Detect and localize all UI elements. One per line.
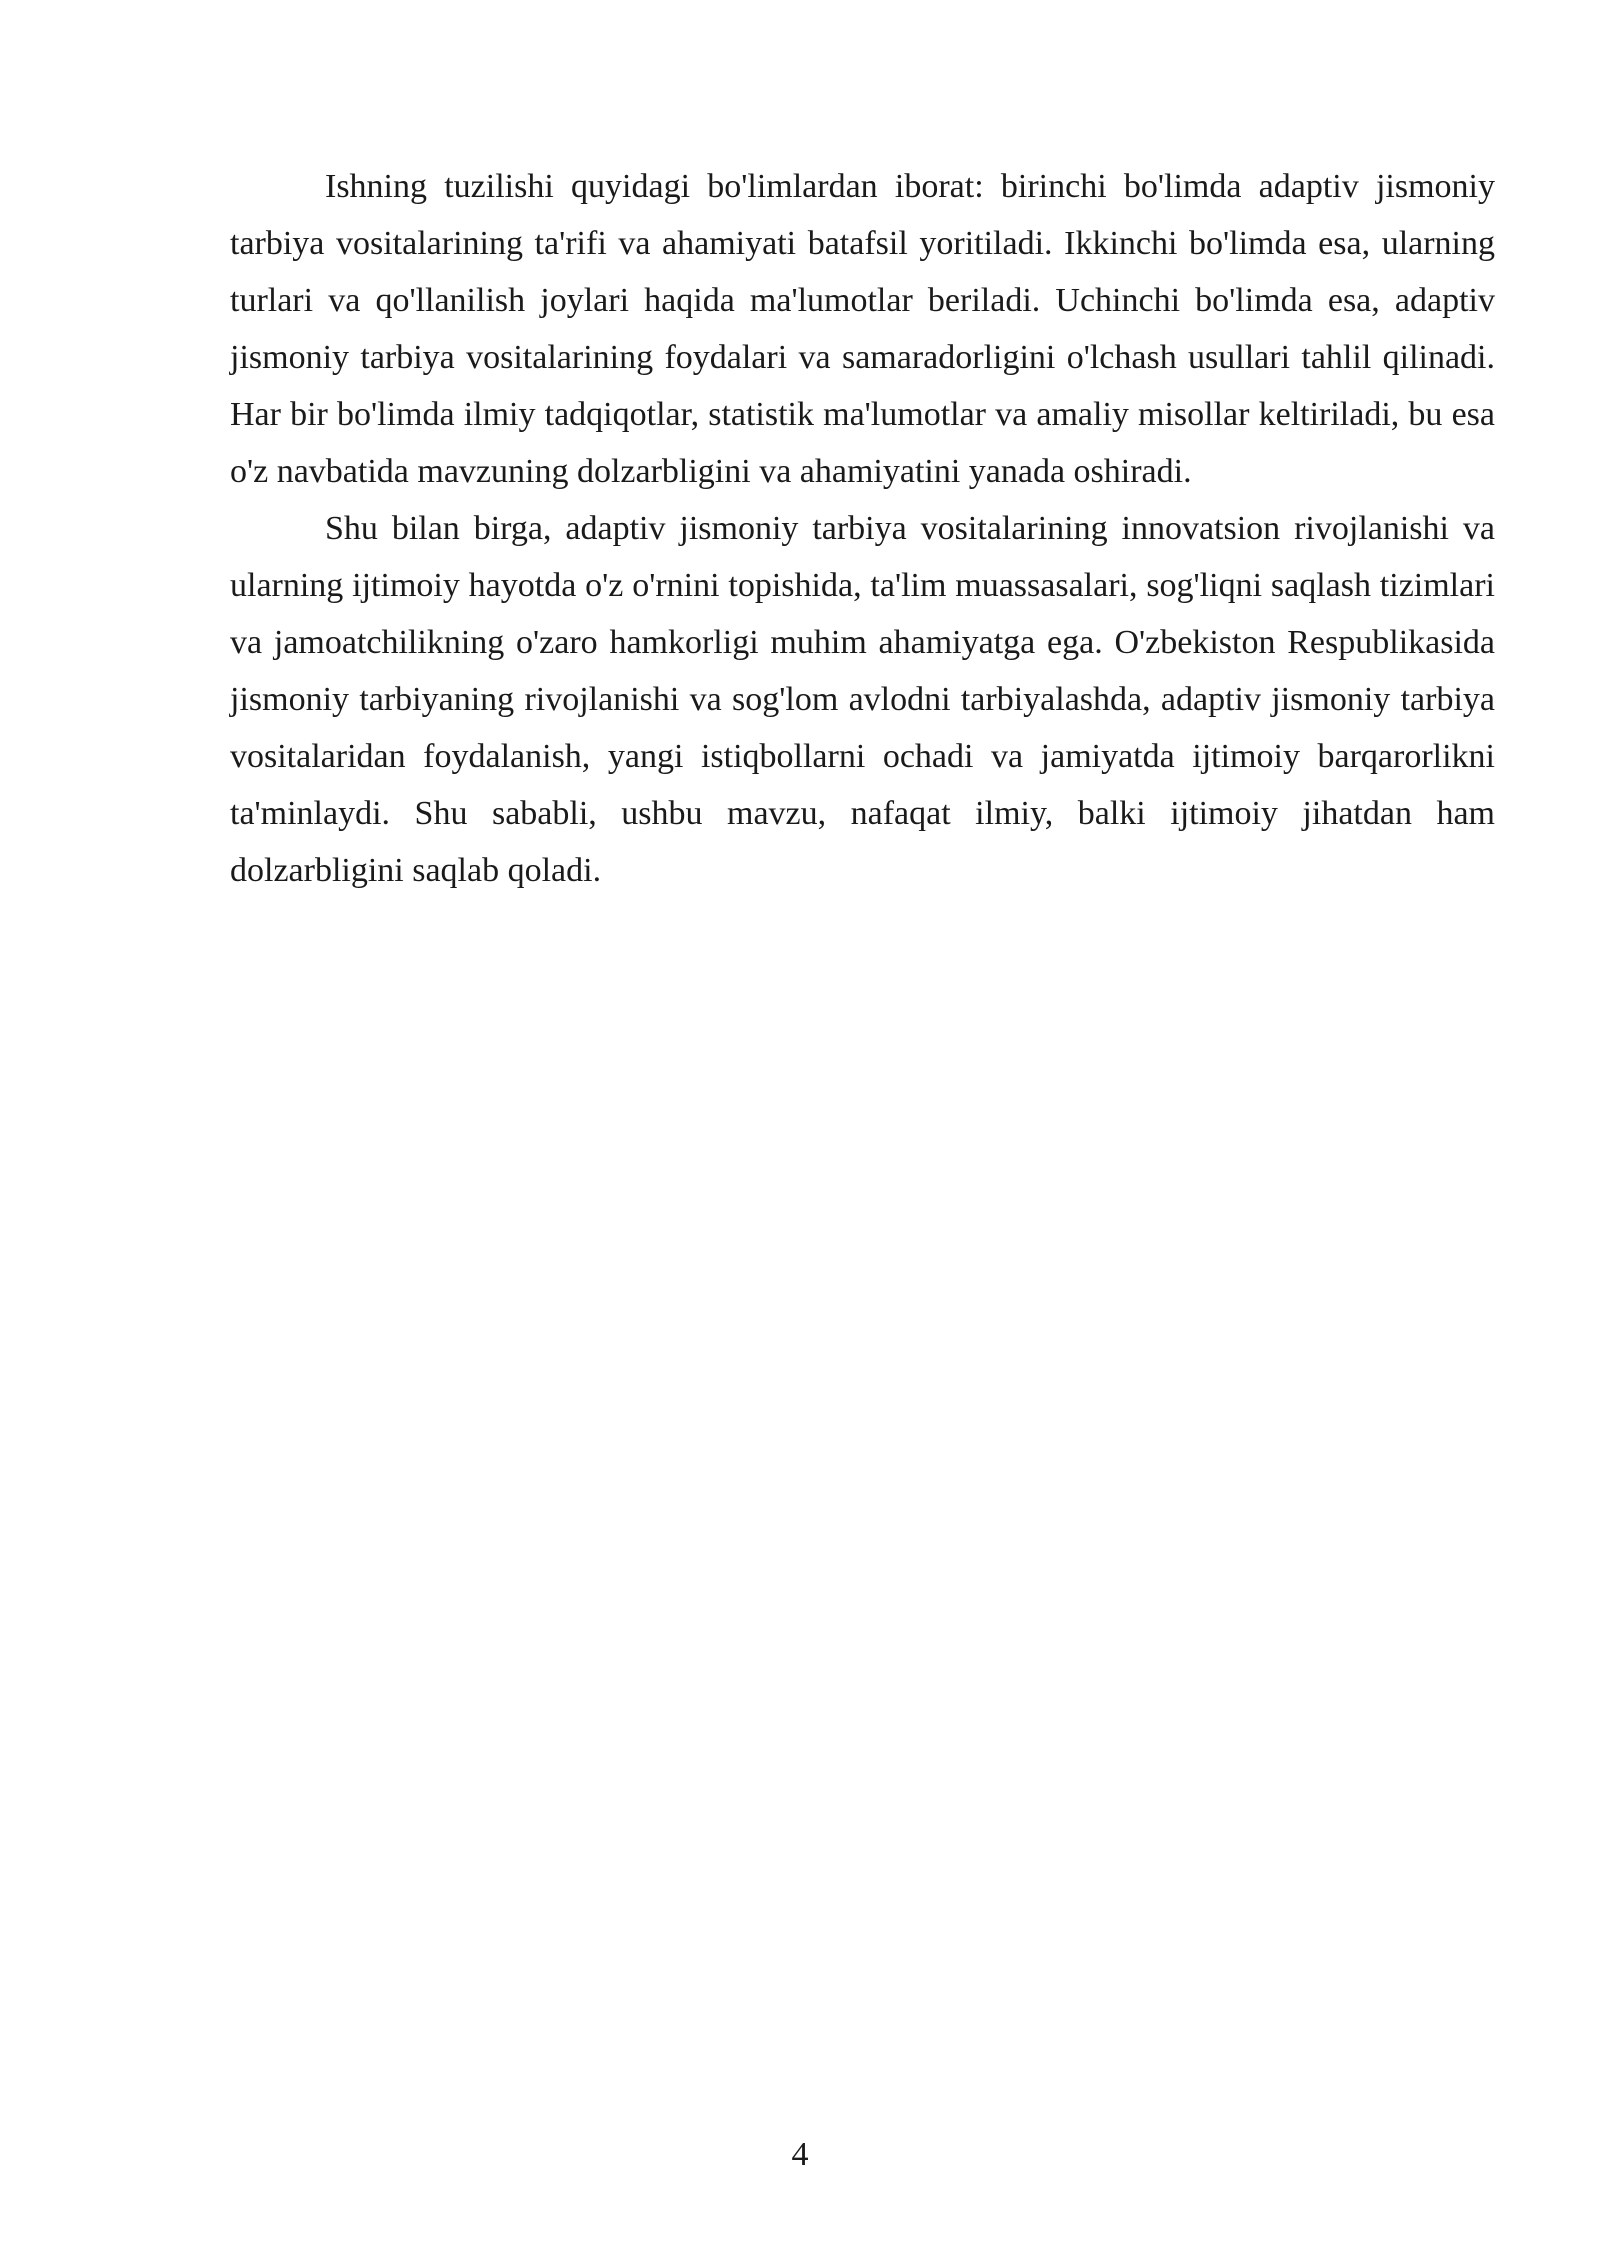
paragraph-cooperation: Shu bilan birga, adaptiv jismoniy tarbiya vositalarining innovatsion rivojlanishi va ularning ijtimoiy hayotda o'z o'rnini topishida, ta'lim muassasalari, sog'liqni saqlash tizimlari va jamoatchilikning o'zaro hamkorligi muhim ahamiyatga ega. O'zbekiston Respublikasida jismoniy tarbiyaning rivojlanishi va sog'lom avlodni tarbiyalashda, adaptiv jismoniy tarbiya vositalaridan foydalanish, yangi istiqbollarni ochadi va jamiyatda ijtimoiy barqarorlikni ta'minlaydi. Shu sababli, ushbu mavzu, nafaqat ilmiy, balki ijtimoiy jihatdan ham dolzarbligini saqlab qoladi.: [230, 510, 1495, 889]
paragraph-structure: Ishning tuzilishi quyidagi bo'limlardan iborat: birinchi bo'limda adaptiv jismoniy tarbiya vositalarining ta'rifi va ahamiyati batafsil yoritiladi. Ikkinchi bo'limda esa, ularning turlari va qo'llanilish joylari haqida ma'lumotlar beriladi. Uchinchi bo'limda esa, adaptiv jismoniy tarbiya vositalarining foydalari va samaradorligini o'lchash usullari tahlil qilinadi. Har bir bo'limda ilmiy tadqiqotlar, statistik ma'lumotlar va amaliy misollar keltiriladi, bu esa o'z navbatida mavzuning dolzarbligini va ahamiyatini yanada oshiradi.: [230, 168, 1495, 490]
page-number: 4: [791, 2136, 809, 2173]
document-body: [230, 158, 1495, 899]
